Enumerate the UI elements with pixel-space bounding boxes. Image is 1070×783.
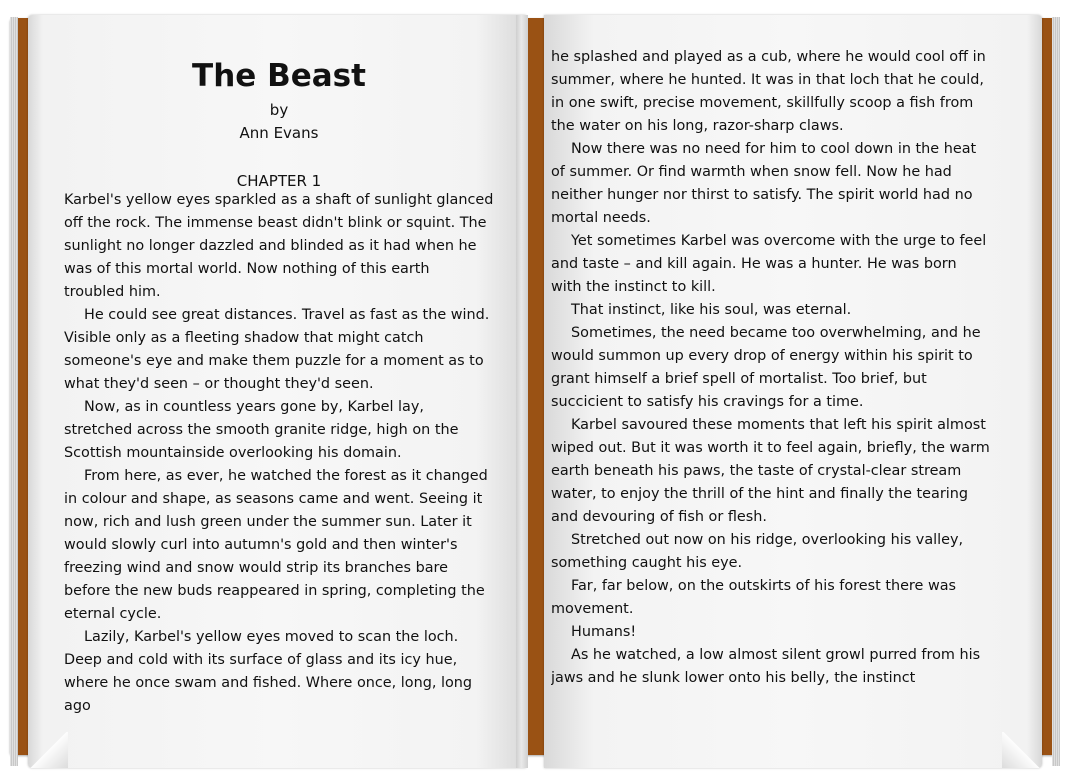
paragraph: Far, far below, on the outskirts of his forest there was movement. [551,578,957,617]
paragraph: Stretched out now on his ridge, overlooking his valley, something caught his eye. [551,532,964,571]
byline: by [269,101,289,119]
paragraph: That instinct, like his soul, was eternal. [571,302,852,318]
paragraph: As he watched, a low almost silent growl purred from his jaws and he slunk lower onto his belly, the instinct [551,647,981,686]
paragraph: Sometimes, the need became too overwhelming, and he would summon up every drop of energy within his spirit to grant himself a brief spell of mortalist. Too brief, but succicient to satisfy his cravings for a time. [551,325,981,410]
book-spine [516,15,528,768]
paragraph: From here, as ever, he watched the forest as it changed in colour and shape, as seasons came and went. Seeing it now, rich and lush green under the summer sun. Later it would slowly curl into autumn's gold and then winter's freezing wind and snow would strip its branches bare before the new buds reappeared in spring, completing the eternal cycle. [64,468,488,622]
right-page-curl[interactable] [1002,732,1042,768]
paragraph: He could see great distances. Travel as fast as the wind. Visible only as a fleeting shadow that might catch someone's eye and make them puzzle for a moment as to what they'd seen – or thought they'd seen. [64,307,490,392]
paragraph: Karbel savoured these moments that left his spirit almost wiped out. But it was worth it to feel again, briefly, the warm earth beneath his paws, the taste of crystal-clear stream water, to enjoy the thrill of the hint and finally the tearing and devouring of fish or flesh. [551,417,990,525]
left-page-text [64,189,494,717]
paragraph: he splashed and played as a cub, where he would cool off in summer, where he hunted. It was in that loch that he could, in one swift, precise movement, skillfully scoop a fish from the water on his long, razor-sharp claws. [551,49,986,134]
left-page-curl[interactable] [28,732,68,768]
paragraph: Lazily, Karbel's yellow eyes moved to scan the loch. Deep and cold with its surface of glass and its icy hue, where he once swam and fished. Where once, long, long ago [64,629,473,714]
right-page-text [551,46,991,701]
left-page-stack [10,17,18,766]
paragraph: Now there was no need for him to cool down in the heat of summer. Or find warmth when snow fell. Now he had neither hunger nor thirst to satisfy. The spirit world had no mortal needs. [551,141,977,226]
paragraph: Yet sometimes Karbel was overcome with the urge to feel and taste – and kill again. He was a hunter. He was born with the instinct to kill. [551,233,987,295]
paragraph: Now, as in countless years gone by, Karbel lay, stretched across the smooth granite ridge, high on the Scottish mountainside overlooking his domain. [64,399,459,461]
book-title: The Beast [192,58,366,94]
chapter-heading: CHAPTER 1 [236,172,322,190]
author-name: Ann Evans [239,124,319,142]
paragraph: Karbel's yellow eyes sparkled as a shaft of sunlight glanced off the rock. The immense beast didn't blink or squint. The sunlight no longer dazzled and blinded as it had when he was of this mortal world. Now nothing of this earth troubled him. [64,192,494,300]
right-page-stack [1052,17,1060,766]
paragraph: Humans! [571,624,637,640]
